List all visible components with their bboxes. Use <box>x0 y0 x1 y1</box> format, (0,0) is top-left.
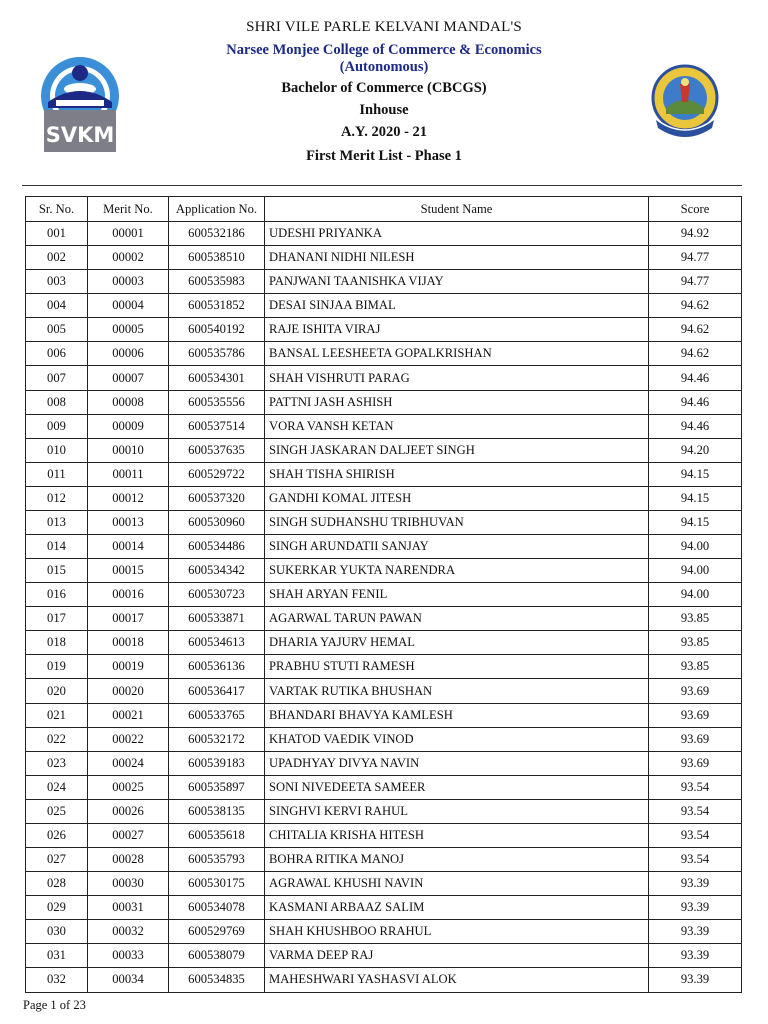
student-name-cell: SUKERKAR YUKTA NARENDRA <box>265 559 649 583</box>
sr-no-cell: 011 <box>26 462 88 486</box>
student-name-cell: DESAI SINJAA BIMAL <box>265 294 649 318</box>
application-no-cell: 600529722 <box>169 462 265 486</box>
table-row <box>26 631 742 655</box>
table-row <box>26 438 742 462</box>
application-no-cell: 600538079 <box>169 944 265 968</box>
table-row <box>26 703 742 727</box>
student-name-cell: MAHESHWARI YASHASVI ALOK <box>265 968 649 992</box>
score-cell: 94.77 <box>649 246 742 270</box>
sr-no-cell: 023 <box>26 751 88 775</box>
sr-no-cell: 017 <box>26 607 88 631</box>
application-no-cell: 600534486 <box>169 535 265 559</box>
student-name-cell: AGARWAL TARUN PAWAN <box>265 607 649 631</box>
application-no-cell: 600534613 <box>169 631 265 655</box>
table-row <box>26 920 742 944</box>
merit-no-cell: 00025 <box>88 775 169 799</box>
sr-no-cell: 001 <box>26 222 88 246</box>
merit-no-cell: 00005 <box>88 318 169 342</box>
application-no-cell: 600538510 <box>169 246 265 270</box>
score-cell: 94.15 <box>649 486 742 510</box>
score-cell: 93.85 <box>649 655 742 679</box>
application-no-cell: 600539183 <box>169 751 265 775</box>
score-cell: 94.15 <box>649 510 742 534</box>
score-cell: 93.69 <box>649 703 742 727</box>
application-no-cell: 600536136 <box>169 655 265 679</box>
student-name-cell: PATTNI JASH ASHISH <box>265 390 649 414</box>
application-no-cell: 600538135 <box>169 799 265 823</box>
score-cell: 94.15 <box>649 462 742 486</box>
sr-no-cell: 020 <box>26 679 88 703</box>
student-name-cell: DHANANI NIDHI NILESH <box>265 246 649 270</box>
merit-no-cell: 00028 <box>88 848 169 872</box>
application-no-cell: 600536417 <box>169 679 265 703</box>
table-row <box>26 751 742 775</box>
sr-no-cell: 028 <box>26 872 88 896</box>
sr-no-cell: 021 <box>26 703 88 727</box>
sr-no-cell: 030 <box>26 920 88 944</box>
sr-no-cell: 015 <box>26 559 88 583</box>
sr-no-cell: 010 <box>26 438 88 462</box>
merit-no-cell: 00016 <box>88 583 169 607</box>
score-cell: 93.69 <box>649 679 742 703</box>
merit-no-cell: 00019 <box>88 655 169 679</box>
page-number: Page 1 of 23 <box>23 998 86 1012</box>
application-no-cell: 600534078 <box>169 896 265 920</box>
application-no-cell: 600535983 <box>169 270 265 294</box>
document-header <box>0 0 768 186</box>
student-name-cell: GANDHI KOMAL JITESH <box>265 486 649 510</box>
sr-no-cell: 019 <box>26 655 88 679</box>
sr-no-cell: 022 <box>26 727 88 751</box>
student-name-cell: BOHRA RITIKA MANOJ <box>265 848 649 872</box>
table-row <box>26 510 742 534</box>
sr-no-cell: 007 <box>26 366 88 390</box>
sr-no-cell: 012 <box>26 486 88 510</box>
table-row <box>26 390 742 414</box>
application-no-cell: 600531852 <box>169 294 265 318</box>
table-row <box>26 366 742 390</box>
sr-no-cell: 024 <box>26 775 88 799</box>
sr-no-cell: 016 <box>26 583 88 607</box>
sr-no-cell: 013 <box>26 510 88 534</box>
table-row <box>26 294 742 318</box>
score-cell: 93.54 <box>649 775 742 799</box>
score-cell: 94.92 <box>649 222 742 246</box>
score-cell: 93.54 <box>649 799 742 823</box>
merit-no-cell: 00003 <box>88 270 169 294</box>
org-name: SHRI VILE PARLE KELVANI MANDAL'S <box>246 19 522 35</box>
merit-list-title: First Merit List - Phase 1 <box>306 148 462 164</box>
student-name-cell: SHAH TISHA SHIRISH <box>265 462 649 486</box>
application-no-cell: 600537320 <box>169 486 265 510</box>
score-cell: 94.62 <box>649 318 742 342</box>
score-cell: 93.69 <box>649 727 742 751</box>
application-no-cell: 600537635 <box>169 438 265 462</box>
student-name-cell: BANSAL LEESHEETA GOPALKRISHAN <box>265 342 649 366</box>
table-row <box>26 559 742 583</box>
application-no-cell: 600532172 <box>169 727 265 751</box>
table-row <box>26 799 742 823</box>
merit-no-cell: 00021 <box>88 703 169 727</box>
score-cell: 93.39 <box>649 944 742 968</box>
header-divider <box>22 185 742 186</box>
score-cell: 94.46 <box>649 390 742 414</box>
merit-no-cell: 00032 <box>88 920 169 944</box>
application-no-cell: 600535897 <box>169 775 265 799</box>
table-row <box>26 968 742 992</box>
student-name-cell: AGRAWAL KHUSHI NAVIN <box>265 872 649 896</box>
application-no-cell: 600530175 <box>169 872 265 896</box>
score-cell: 94.00 <box>649 559 742 583</box>
merit-no-cell: 00022 <box>88 727 169 751</box>
application-no-cell: 600535793 <box>169 848 265 872</box>
student-name-cell: UPADHYAY DIVYA NAVIN <box>265 751 649 775</box>
program-name: Bachelor of Commerce (CBCGS) <box>281 80 487 96</box>
application-no-cell: 600530960 <box>169 510 265 534</box>
score-cell: 93.39 <box>649 872 742 896</box>
table-row <box>26 342 742 366</box>
merit-table-header <box>26 197 742 222</box>
merit-no-cell: 00010 <box>88 438 169 462</box>
table-row <box>26 462 742 486</box>
application-no-cell: 600533765 <box>169 703 265 727</box>
table-row <box>26 583 742 607</box>
merit-no-cell: 00020 <box>88 679 169 703</box>
student-name-cell: SHAH VISHRUTI PARAG <box>265 366 649 390</box>
merit-no-cell: 00034 <box>88 968 169 992</box>
sr-no-cell: 029 <box>26 896 88 920</box>
sr-no-cell: 025 <box>26 799 88 823</box>
student-name-cell: SINGH JASKARAN DALJEET SINGH <box>265 438 649 462</box>
column-header: Score <box>649 197 742 222</box>
score-cell: 93.39 <box>649 920 742 944</box>
sr-no-cell: 031 <box>26 944 88 968</box>
application-no-cell: 600534835 <box>169 968 265 992</box>
table-row <box>26 318 742 342</box>
student-name-cell: SHAH ARYAN FENIL <box>265 583 649 607</box>
score-cell: 93.85 <box>649 607 742 631</box>
sr-no-cell: 027 <box>26 848 88 872</box>
sr-no-cell: 002 <box>26 246 88 270</box>
svg-text:SVKM: SVKM <box>45 123 115 147</box>
sr-no-cell: 032 <box>26 968 88 992</box>
student-name-cell: SINGHVI KERVI RAHUL <box>265 799 649 823</box>
merit-no-cell: 00017 <box>88 607 169 631</box>
merit-no-cell: 00001 <box>88 222 169 246</box>
table-row <box>26 944 742 968</box>
application-no-cell: 600540192 <box>169 318 265 342</box>
sr-no-cell: 006 <box>26 342 88 366</box>
sr-no-cell: 005 <box>26 318 88 342</box>
sr-no-cell: 009 <box>26 414 88 438</box>
student-name-cell: PANJWANI TAANISHKA VIJAY <box>265 270 649 294</box>
table-row <box>26 607 742 631</box>
merit-no-cell: 00018 <box>88 631 169 655</box>
score-cell: 94.77 <box>649 270 742 294</box>
column-header: Sr. No. <box>26 197 88 222</box>
table-row <box>26 896 742 920</box>
score-cell: 94.46 <box>649 414 742 438</box>
college-emblem-icon <box>650 62 720 144</box>
header-row <box>26 197 742 222</box>
table-row <box>26 823 742 847</box>
merit-no-cell: 00024 <box>88 751 169 775</box>
college-emblem <box>650 62 720 144</box>
application-no-cell: 600535556 <box>169 390 265 414</box>
sr-no-cell: 018 <box>26 631 88 655</box>
application-no-cell: 600529769 <box>169 920 265 944</box>
table-row <box>26 222 742 246</box>
student-name-cell: DHARIA YAJURV HEMAL <box>265 631 649 655</box>
merit-table <box>25 196 742 993</box>
score-cell: 93.69 <box>649 751 742 775</box>
score-cell: 93.54 <box>649 848 742 872</box>
academic-year: A.Y. 2020 - 21 <box>340 124 428 140</box>
merit-no-cell: 00014 <box>88 535 169 559</box>
sr-no-cell: 003 <box>26 270 88 294</box>
score-cell: 94.00 <box>649 535 742 559</box>
table-row <box>26 414 742 438</box>
student-name-cell: CHITALIA KRISHA HITESH <box>265 823 649 847</box>
student-name-cell: VORA VANSH KETAN <box>265 414 649 438</box>
table-row <box>26 535 742 559</box>
autonomous-label: (Autonomous) <box>339 59 429 75</box>
table-row <box>26 655 742 679</box>
score-cell: 94.20 <box>649 438 742 462</box>
merit-no-cell: 00031 <box>88 896 169 920</box>
table-row <box>26 679 742 703</box>
table-row <box>26 872 742 896</box>
merit-no-cell: 00033 <box>88 944 169 968</box>
table-row <box>26 848 742 872</box>
student-name-cell: SINGH SUDHANSHU TRIBHUVAN <box>265 510 649 534</box>
student-name-cell: VARTAK RUTIKA BHUSHAN <box>265 679 649 703</box>
sr-no-cell: 026 <box>26 823 88 847</box>
score-cell: 93.39 <box>649 896 742 920</box>
college-name: Narsee Monjee College of Commerce & Economics <box>226 42 542 58</box>
merit-no-cell: 00013 <box>88 510 169 534</box>
student-name-cell: RAJE ISHITA VIRAJ <box>265 318 649 342</box>
score-cell: 94.00 <box>649 583 742 607</box>
student-name-cell: SONI NIVEDEETA SAMEER <box>265 775 649 799</box>
column-header: Student Name <box>265 197 649 222</box>
merit-no-cell: 00012 <box>88 486 169 510</box>
table-row <box>26 246 742 270</box>
score-cell: 93.39 <box>649 968 742 992</box>
score-cell: 94.62 <box>649 342 742 366</box>
score-cell: 93.85 <box>649 631 742 655</box>
merit-no-cell: 00004 <box>88 294 169 318</box>
merit-no-cell: 00002 <box>88 246 169 270</box>
table-row <box>26 727 742 751</box>
merit-no-cell: 00008 <box>88 390 169 414</box>
application-no-cell: 600537514 <box>169 414 265 438</box>
student-name-cell: KHATOD VAEDIK VINOD <box>265 727 649 751</box>
category-label: Inhouse <box>359 102 409 118</box>
score-cell: 94.62 <box>649 294 742 318</box>
application-no-cell: 600535618 <box>169 823 265 847</box>
merit-no-cell: 00015 <box>88 559 169 583</box>
merit-no-cell: 00007 <box>88 366 169 390</box>
application-no-cell: 600533871 <box>169 607 265 631</box>
sr-no-cell: 004 <box>26 294 88 318</box>
sr-no-cell: 014 <box>26 535 88 559</box>
score-cell: 93.54 <box>649 823 742 847</box>
application-no-cell: 600532186 <box>169 222 265 246</box>
table-row <box>26 486 742 510</box>
merit-no-cell: 00011 <box>88 462 169 486</box>
merit-no-cell: 00030 <box>88 872 169 896</box>
merit-no-cell: 00027 <box>88 823 169 847</box>
student-name-cell: UDESHI PRIYANKA <box>265 222 649 246</box>
table-row <box>26 270 742 294</box>
sr-no-cell: 008 <box>26 390 88 414</box>
application-no-cell: 600530723 <box>169 583 265 607</box>
student-name-cell: SHAH KHUSHBOO RRAHUL <box>265 920 649 944</box>
merit-no-cell: 00026 <box>88 799 169 823</box>
column-header: Application No. <box>169 197 265 222</box>
student-name-cell: BHANDARI BHAVYA KAMLESH <box>265 703 649 727</box>
score-cell: 94.46 <box>649 366 742 390</box>
student-name-cell: SINGH ARUNDATII SANJAY <box>265 535 649 559</box>
table-row <box>26 775 742 799</box>
column-header: Merit No. <box>88 197 169 222</box>
application-no-cell: 600534301 <box>169 366 265 390</box>
student-name-cell: KASMANI ARBAAZ SALIM <box>265 896 649 920</box>
application-no-cell: 600534342 <box>169 559 265 583</box>
application-no-cell: 600535786 <box>169 342 265 366</box>
merit-no-cell: 00009 <box>88 414 169 438</box>
student-name-cell: PRABHU STUTI RAMESH <box>265 655 649 679</box>
merit-no-cell: 00006 <box>88 342 169 366</box>
student-name-cell: VARMA DEEP RAJ <box>265 944 649 968</box>
merit-table-body <box>26 222 742 993</box>
